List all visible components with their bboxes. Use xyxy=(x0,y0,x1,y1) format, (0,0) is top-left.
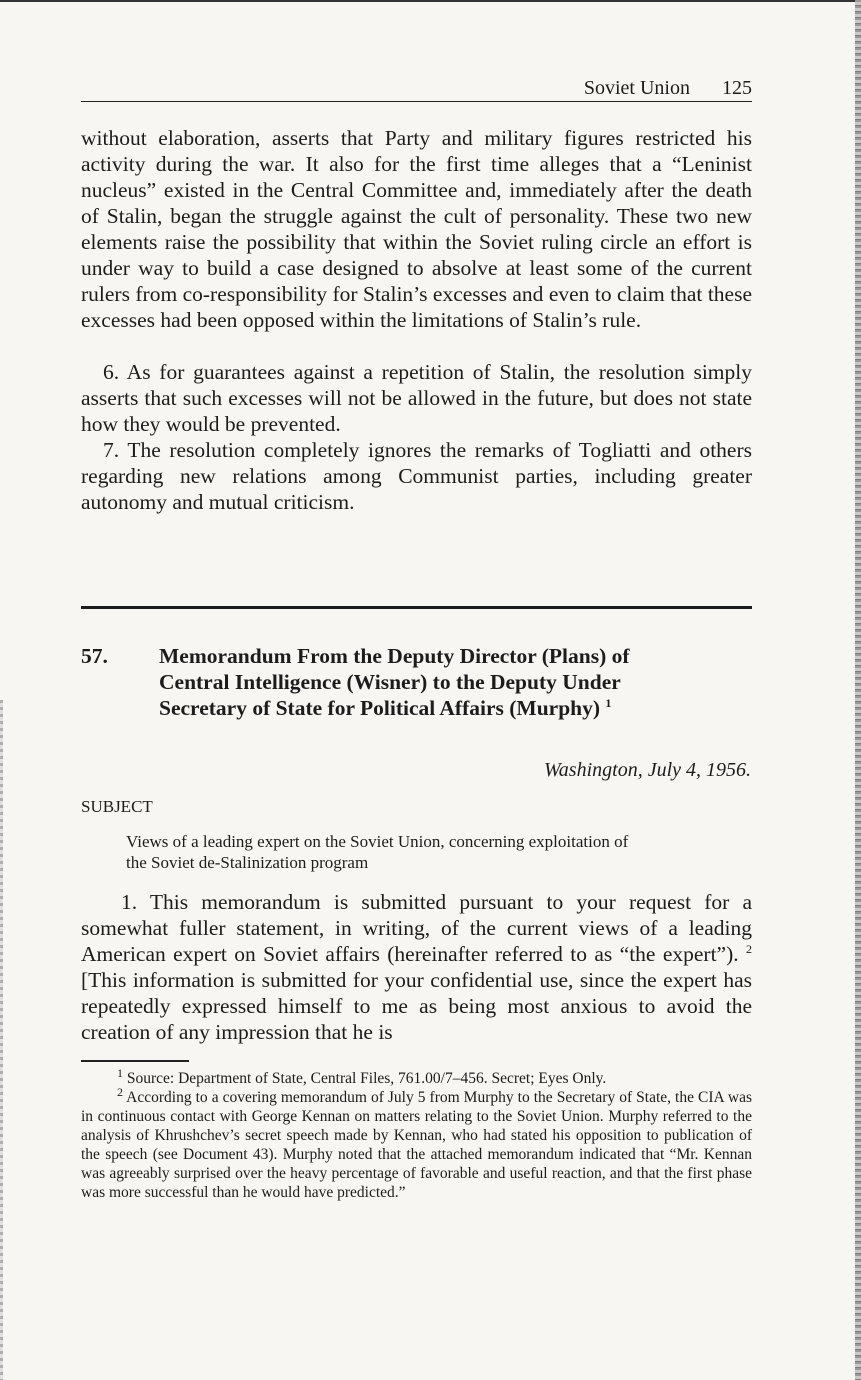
subject-text xyxy=(127,831,727,873)
subject-line-1: Views of a leading expert on the Soviet Union, concerning exploitation of xyxy=(126,832,629,851)
footnote-1-text: Source: Department of State, Central Files, 761.00/7–456. Secret; Eyes Only. xyxy=(126,1070,607,1087)
footnote-2-marker: 2 xyxy=(117,1084,123,1099)
body-paragraph-6: 6. As for guarantees against a repetition of Stalin, the resolution simply asserts that such excesses will not be allowed in the future, but does not state how they would be prevented. xyxy=(81,360,752,436)
document-number: 57. xyxy=(81,644,108,668)
footnote-1 xyxy=(81,1065,752,1088)
footnote-1-marker: 1 xyxy=(117,1065,123,1080)
section-divider xyxy=(81,606,752,609)
footnote-ref-1[interactable]: 1 xyxy=(605,695,612,710)
page-binding-edge xyxy=(855,0,861,1380)
footnote-2 xyxy=(81,1084,752,1202)
running-header xyxy=(81,77,752,102)
dateline: Washington, July 4, 1956. xyxy=(543,759,751,781)
body-paragraph-7: 7. The resolution completely ignores the remarks of Togliatti and others regarding new relations among Communist parties, including greater autonomy and mutual criticism. xyxy=(81,438,752,514)
footnote-2-text: According to a covering memorandum of July 5 from Murphy to the Secretary of State, the CIA was in continuous contact with George Kennan on matters relating to the Soviet Union. Murphy referred to the analysis of Khrushchev’s secret speech made by Kennan, who had stated his opposition to publication of the speech (see Document 43). Murphy noted that the attached memorandum indicated that “Mr. Kennan was agreeably surprised over the heavy percentage of favorable and useful reaction, and that the first phase was more successful than he would have predicted.” xyxy=(81,1089,752,1201)
document-title-text: Memorandum From the Deputy Director (Plans) of Central Intelligence (Wisner) to the Deputy Under Secretary of State for Political Affairs (Murphy) xyxy=(159,644,630,720)
memo-paragraph-1-text-b: [This information is submitted for your confidential use, since the expert has repeatedly expressed himself to me as being most anxious to avoid the creation of any impression that he is xyxy=(81,968,752,1044)
document-title xyxy=(159,643,699,721)
memo-paragraph-1-text-a: 1. This memorandum is submitted pursuant to your request for a somewhat fuller statement, in writing, of the current views of a leading American expert on Soviet affairs (hereinafter referred to as “the expert”). xyxy=(81,890,752,966)
page-left-edge xyxy=(0,700,3,1380)
footnote-ref-2[interactable]: 2 xyxy=(746,941,752,956)
subject-label: SUBJECT xyxy=(81,797,153,816)
subject-line-2: the Soviet de-Stalinization program xyxy=(126,853,369,872)
header-section-title: Soviet Union xyxy=(583,77,690,99)
page-top-edge xyxy=(0,0,861,2)
footnote-rule xyxy=(81,1060,189,1062)
header-page-number: 125 xyxy=(722,77,752,99)
body-paragraph-continuation: without elaboration, asserts that Party and military figures restricted his activity during the war. It also for the first time alleges that a “Leninist nucleus” existed in the Central Committee and, immediately after the death of Stalin, began the struggle against the cult of personality. These two new elements raise the possibility that within the Soviet ruling circle an effort is under way to build a case designed to absolve at least some of the current rulers from co-responsibility for Stalin’s excesses and even to claim that these excesses had been opposed within the limitations of Stalin’s rule. xyxy=(81,126,752,332)
memo-paragraph-1 xyxy=(81,889,752,1045)
